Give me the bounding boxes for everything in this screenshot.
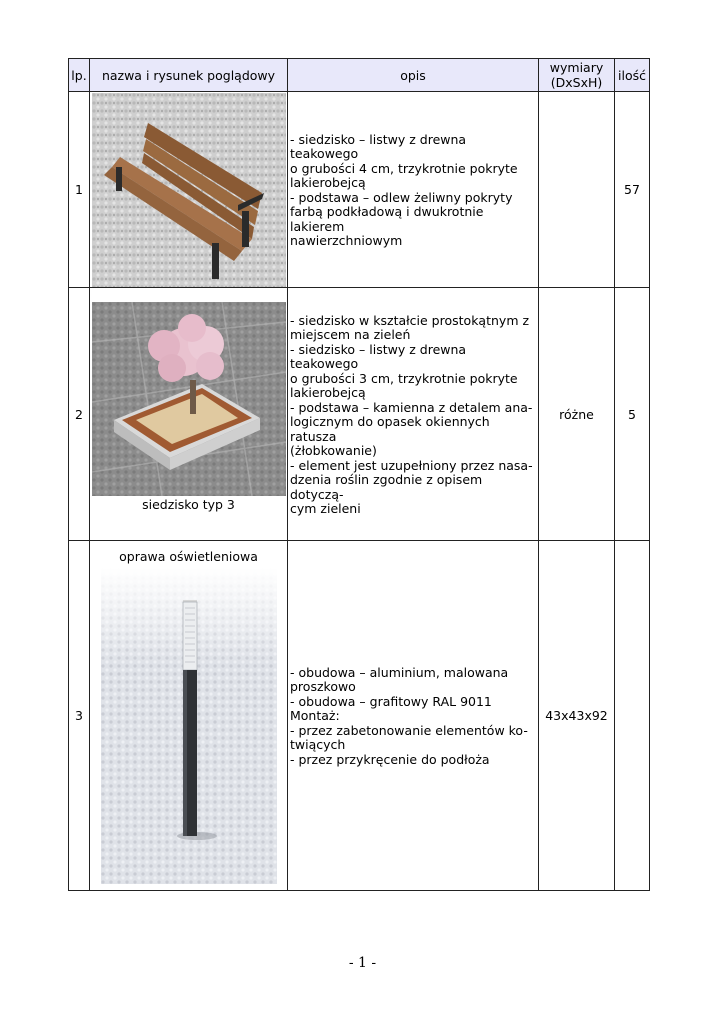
row-lp: 3 <box>69 541 90 891</box>
header-qty: ilość <box>615 59 650 92</box>
row-dims: 43x43x92 <box>539 541 615 891</box>
row-desc: - siedzisko w kształcie prostokątnym z miejscem na zieleń - siedzisko – listwy z drewna teakowego o grubości 3 cm, trzykrotnie pokryte lakierobejcą - podstawa – kamienna z detalem ana- logicznym do opasek okiennych ratusza (żłobkowanie) - element jest uzupełniony przez nasa- dzenia roślin zgodnie z opisem dotyczą- cym zieleni <box>288 288 539 541</box>
row-image-cell <box>90 541 288 891</box>
row-caption-bottom: siedzisko typ 3 <box>142 497 235 512</box>
bench-image <box>92 93 286 287</box>
row-image-cell <box>90 92 288 288</box>
row-desc: - obudowa – aluminium, malowana proszkowo - obudowa – grafitowy RAL 9011 Montaż: - przez zabetonowanie elementów ko- twiących - przez przykręcenie do podłoża <box>288 541 539 891</box>
row-dims <box>539 92 615 288</box>
row-desc: - siedzisko – listwy z drewna teakowego o grubości 4 cm, trzykrotnie pokryte lakierobejcą - podstawa – odlew żeliwny pokryty farbą podkładową i dwukrotnie lakierem nawierzchniowym <box>288 92 539 288</box>
table-row <box>69 288 650 541</box>
product-table <box>68 58 650 891</box>
row-dims: różne <box>539 288 615 541</box>
row-image-cell <box>90 288 288 541</box>
row-caption-top: oprawa oświetleniowa <box>119 549 258 564</box>
header-name: nazwa i rysunek poglądowy <box>90 59 288 92</box>
page-number: - 1 - <box>348 955 377 971</box>
header-dims: wymiary (DxSxH) <box>539 59 615 92</box>
row-qty: 57 <box>615 92 650 288</box>
header-desc: opis <box>288 59 539 92</box>
table-row <box>69 541 650 891</box>
bollard-light-image <box>101 568 277 884</box>
tree-planter-seat-image <box>92 302 286 496</box>
row-qty <box>615 541 650 891</box>
table-row <box>69 92 650 288</box>
header-lp: lp. <box>69 59 90 92</box>
row-qty: 5 <box>615 288 650 541</box>
table-header-row <box>69 59 650 92</box>
row-lp: 1 <box>69 92 90 288</box>
row-lp: 2 <box>69 288 90 541</box>
